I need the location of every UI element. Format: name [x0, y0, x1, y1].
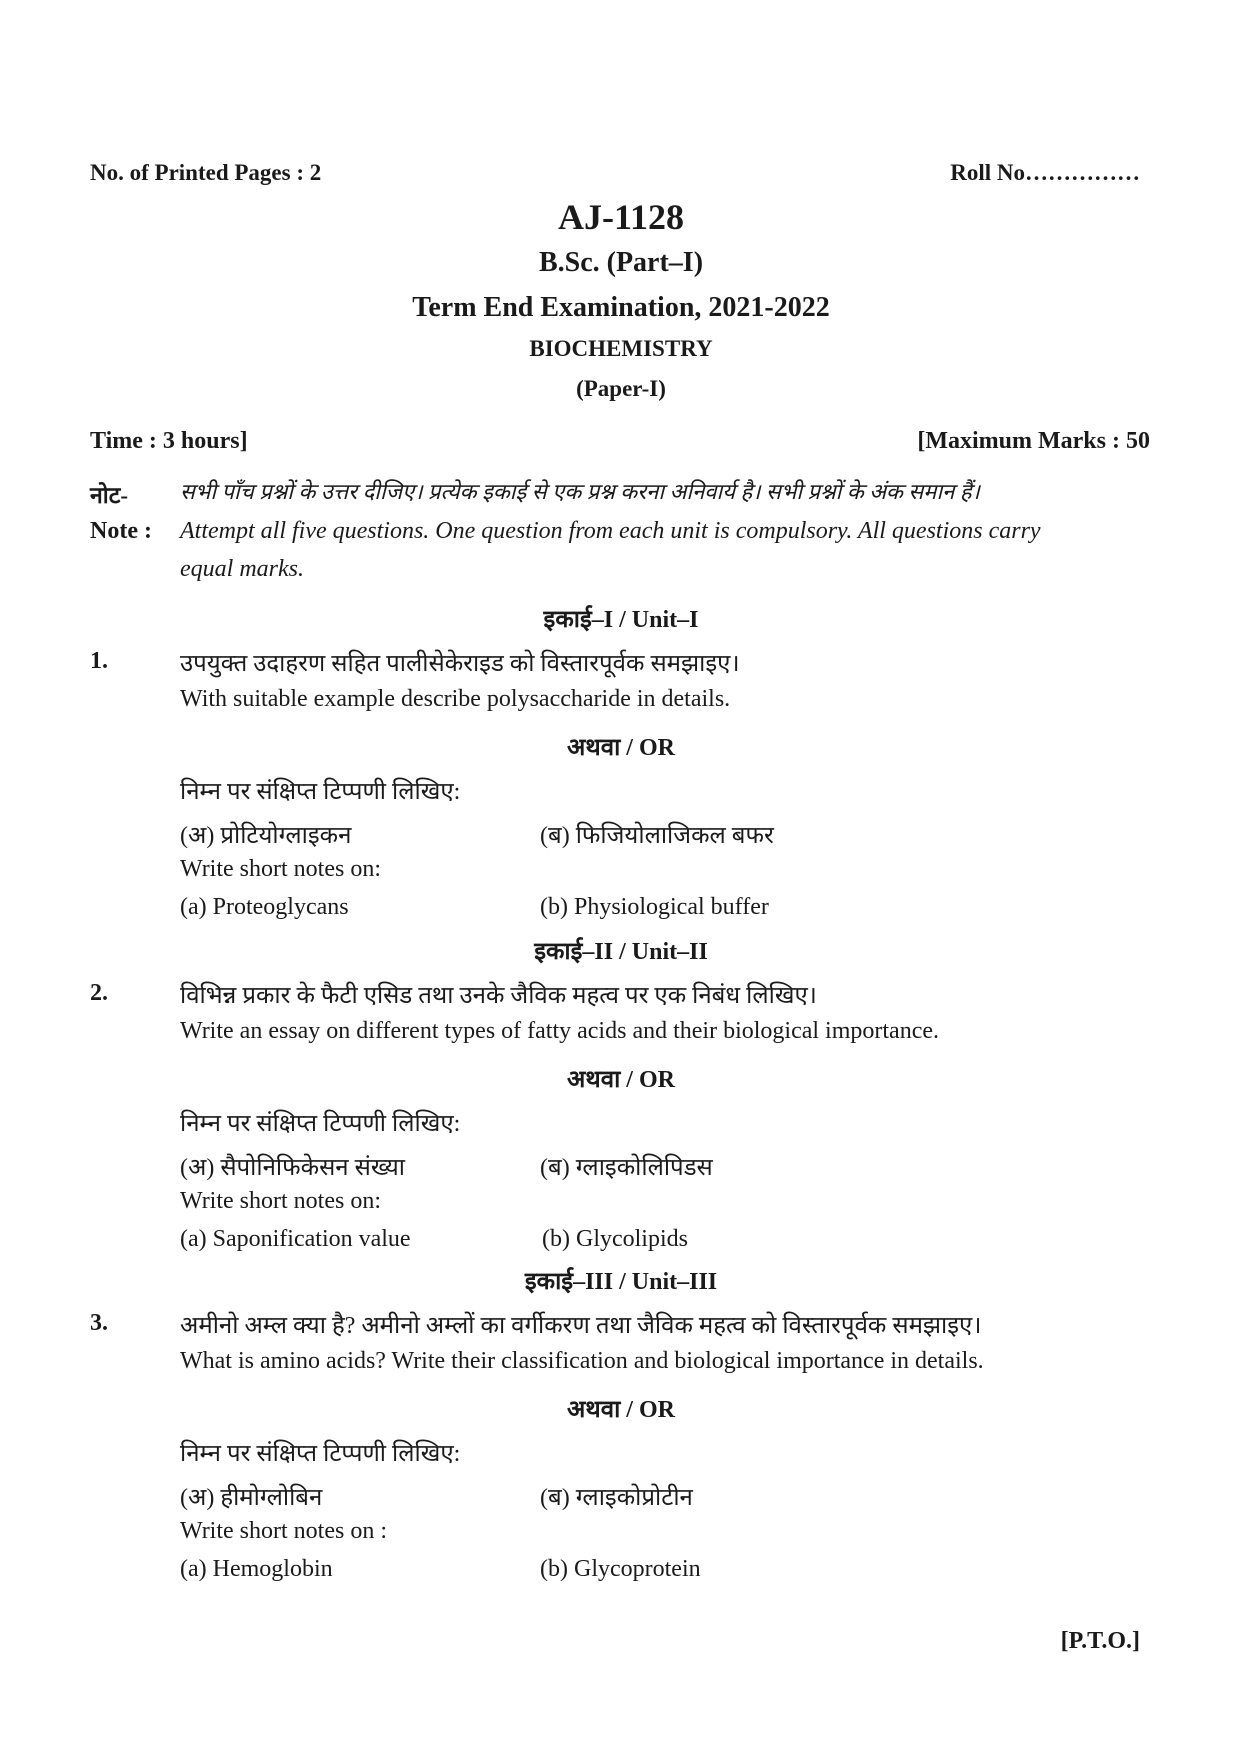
- alt-option-a-english: (a) Proteoglycans: [180, 894, 349, 920]
- or-label: अथवा / OR: [567, 1397, 675, 1423]
- alt-intro-english: Write short notes on:: [180, 856, 381, 882]
- alt-option-a-hindi: (अ) सैपोनिफिकेसन संख्या: [180, 1155, 406, 1181]
- alt-intro-english: Write short notes on :: [180, 1518, 387, 1544]
- maximum-marks: [Maximum Marks : 50: [917, 428, 1150, 454]
- roll-no: Roll No……………: [950, 160, 1140, 185]
- question-hindi: उपयुक्त उदाहरण सहित पालीसेकेराइड को विस्तारपूर्वक समझाइए।: [180, 651, 740, 677]
- note-label-english: Note :: [90, 518, 152, 544]
- question-english: Write an essay on different types of fatty acids and their biological importance.: [180, 1018, 939, 1044]
- unit-heading: इकाई–II / Unit–II: [534, 939, 708, 965]
- alt-option-a-hindi: (अ) हीमोग्लोबिन: [180, 1485, 323, 1511]
- question-hindi: विभिन्न प्रकार के फैटी एसिड तथा उनके जैविक महत्व पर एक निबंध लिखिए।: [180, 983, 817, 1009]
- question-english: What is amino acids? Write their classification and biological importance in details.: [180, 1348, 984, 1374]
- question-hindi: अमीनो अम्ल क्या है? अमीनो अम्लों का वर्गीकरण तथा जैविक महत्व को विस्तारपूर्वक समझाइए।: [180, 1313, 982, 1339]
- or-label: अथवा / OR: [567, 1067, 675, 1093]
- or-label: अथवा / OR: [567, 735, 675, 761]
- course-title: B.Sc. (Part–I): [538, 247, 704, 278]
- please-turn-over: [P.T.O.]: [1060, 1628, 1140, 1654]
- subject-title: BIOCHEMISTRY: [529, 336, 713, 361]
- alt-option-b-english: (b) Glycolipids: [542, 1226, 688, 1252]
- printed-pages: No. of Printed Pages : 2: [90, 160, 322, 185]
- question-number: 2.: [90, 980, 108, 1006]
- alt-intro-english: Write short notes on:: [180, 1188, 381, 1214]
- question-number: 3.: [90, 1310, 108, 1336]
- note-text-english-line2: equal marks.: [180, 556, 304, 582]
- question-number: 1.: [90, 648, 108, 674]
- alt-option-a-hindi: (अ) प्रोटियोग्लाइकन: [180, 823, 352, 849]
- alt-option-b-hindi: (ब) ग्लाइकोप्रोटीन: [540, 1485, 693, 1511]
- alt-option-a-english: (a) Hemoglobin: [180, 1556, 333, 1582]
- note-text-hindi: सभी पाँच प्रश्नों के उत्तर दीजिए। प्रत्येक इकाई से एक प्रश्न करना अनिवार्य है। सभी प्रश्नों के अंक समान हैं।: [180, 479, 980, 504]
- paper-code: AJ-1128: [558, 197, 684, 237]
- unit-heading: इकाई–I / Unit–I: [543, 607, 699, 633]
- alt-option-b-hindi: (ब) ग्लाइकोलिपिडस: [540, 1155, 713, 1181]
- alt-intro-hindi: निम्न पर संक्षिप्त टिप्पणी लिखिए:: [180, 1111, 461, 1137]
- note-text-english-line1: Attempt all five questions. One question from each unit is compulsory. All questions carry: [180, 518, 1041, 544]
- alt-intro-hindi: निम्न पर संक्षिप्त टिप्पणी लिखिए:: [180, 1441, 461, 1467]
- alt-intro-hindi: निम्न पर संक्षिप्त टिप्पणी लिखिए:: [180, 779, 461, 805]
- unit-heading: इकाई–III / Unit–III: [524, 1269, 718, 1295]
- alt-option-b-english: (b) Glycoprotein: [540, 1556, 701, 1582]
- paper-title: (Paper-I): [576, 376, 666, 401]
- alt-option-a-english: (a) Saponification value: [180, 1226, 411, 1252]
- alt-option-b-english: (b) Physiological buffer: [540, 894, 769, 920]
- exam-title: Term End Examination, 2021-2022: [412, 292, 830, 323]
- question-english: With suitable example describe polysaccharide in details.: [180, 686, 731, 712]
- note-label-hindi: नोट-: [90, 483, 128, 508]
- time-limit: Time : 3 hours]: [90, 428, 248, 454]
- alt-option-b-hindi: (ब) फिजियोलाजिकल बफर: [540, 823, 774, 849]
